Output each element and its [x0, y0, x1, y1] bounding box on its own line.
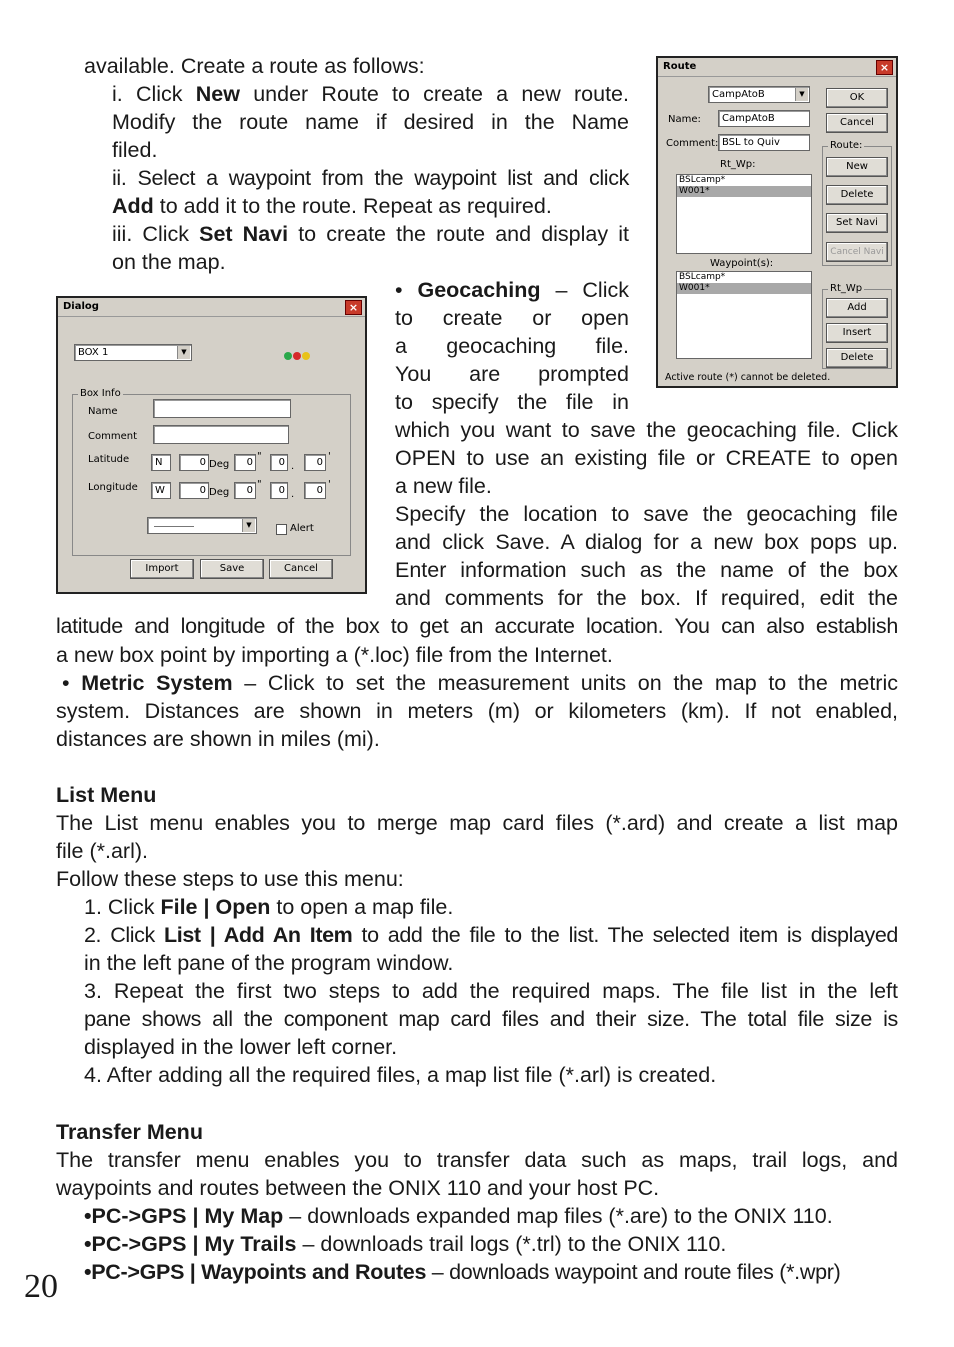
step2-line1: ii. Select a waypoint from the waypoint list and click: [112, 166, 629, 190]
geocaching-line6: which you want to save the geocaching file. Click: [395, 418, 898, 442]
latitude-min-mark: ": [257, 451, 262, 462]
waypoints-label: Waypoint(s):: [710, 258, 774, 269]
cancel-navi-button[interactable]: Cancel Navi: [826, 242, 888, 262]
route-comment-label: Comment:: [666, 138, 719, 149]
cancel-button[interactable]: Cancel: [269, 559, 333, 579]
transfer-bullet2: •PC->GPS | My Trails – downloads trail logs (*.trl) to the ONIX 110.: [84, 1232, 727, 1256]
transfer-line1: The transfer menu enables you to transfer data such as maps, trail logs, and: [56, 1148, 898, 1172]
list-item[interactable]: BSLcamp*: [679, 272, 726, 282]
route-combo-value: CampAtoB: [712, 89, 765, 100]
insert-button[interactable]: Insert: [826, 323, 888, 343]
new-button[interactable]: New: [826, 157, 888, 177]
chevron-down-icon[interactable]: ▼: [242, 519, 255, 532]
alert-label: Alert: [290, 523, 314, 534]
longitude-deg-unit: Deg: [209, 487, 230, 498]
list-item[interactable]: W001*: [677, 186, 811, 197]
yellow-dot: [302, 352, 310, 360]
close-icon[interactable]: ×: [876, 60, 893, 75]
route-dialog-title: Route: [658, 58, 896, 77]
geocaching-line13: latitude and longitude of the box to get an accurate location. You can also establish: [56, 614, 898, 638]
icon-combo[interactable]: [147, 517, 257, 534]
save-button[interactable]: Save: [200, 559, 264, 579]
page-number: 20: [24, 1268, 58, 1305]
longitude-seconds-b[interactable]: 0: [304, 482, 326, 499]
rt-wp-label: Rt_Wp:: [720, 159, 756, 170]
geocaching-line11: Enter information such as the name of the box: [395, 558, 898, 582]
latitude-seconds-a[interactable]: 0: [270, 454, 288, 471]
route-group-label: Route:: [830, 140, 863, 151]
chevron-down-icon[interactable]: ▼: [795, 88, 808, 101]
geocaching-line7: OPEN to use an existing file or CREATE to open: [395, 446, 898, 470]
list-line3: Follow these steps to use this menu:: [56, 867, 404, 891]
longitude-minutes[interactable]: 0: [234, 482, 256, 499]
geocaching-line10: and click Save. A dialog for a new box pops up.: [395, 530, 898, 554]
box-dialog-title: Dialog: [58, 298, 365, 317]
geocaching-line2: to create or open: [395, 306, 629, 330]
step3-line2: on the map.: [112, 250, 226, 274]
set-navi-button[interactable]: Set Navi: [826, 213, 888, 233]
list-item[interactable]: BSLcamp*: [679, 175, 726, 185]
geocaching-line4: You are prompted: [395, 362, 629, 386]
import-button[interactable]: Import: [130, 559, 194, 579]
alert-checkbox[interactable]: [276, 524, 287, 535]
box-name-label: Name: [88, 406, 118, 417]
green-dot: [284, 352, 292, 360]
transfer-bullet3: •PC->GPS | Waypoints and Routes – downloads waypoint and route files (*.wpr): [84, 1260, 841, 1284]
box-name-field[interactable]: [153, 399, 291, 418]
longitude-degrees[interactable]: 0: [179, 482, 209, 499]
metric-line1: • Metric System – Click to set the measurement units on the map to the metric: [62, 671, 898, 695]
geocaching-line5: to specify the file in: [395, 390, 629, 414]
ok-button[interactable]: OK: [826, 88, 888, 108]
longitude-label: Longitude: [88, 482, 138, 493]
delete-button[interactable]: Delete: [826, 185, 888, 205]
geocaching-line9: Specify the location to save the geocaching file: [395, 502, 898, 526]
list-step2-line2: in the left pane of the program window.: [84, 951, 454, 975]
step1-line1: i. Click New under Route to create a new route.: [112, 82, 629, 106]
box-dialog: [56, 296, 367, 594]
latitude-label: Latitude: [88, 454, 130, 465]
list-step4: 4. After adding all the required files, a map list file (*.arl) is created.: [84, 1063, 717, 1087]
route-name-field[interactable]: CampAtoB: [718, 110, 810, 127]
latitude-sep: .: [291, 461, 295, 472]
list-line1: The List menu enables you to merge map card files (*.ard) and create a list map: [56, 811, 898, 835]
step1-line3: filed.: [112, 138, 158, 162]
route-dialog: [656, 56, 898, 388]
rt-wp-list[interactable]: [676, 174, 812, 254]
latitude-degrees[interactable]: 0: [179, 454, 209, 471]
list-item[interactable]: W001*: [677, 283, 811, 294]
geocaching-line1: • Geocaching – Click: [395, 278, 629, 302]
longitude-sec-mark: ': [328, 479, 331, 490]
list-line2: file (*.arl).: [56, 839, 148, 863]
line-style-icon: [154, 526, 194, 527]
list-step3-line1: 3. Repeat the first two steps to add the required maps. The file list in the left: [84, 979, 898, 1003]
box-combo[interactable]: [74, 344, 192, 361]
geocaching-line3: a geocaching file.: [395, 334, 629, 358]
geocaching-line12: and comments for the box. If required, edit the: [395, 586, 898, 610]
step3-line1: iii. Click Set Navi to create the route and display it: [112, 222, 629, 246]
longitude-sep: .: [291, 489, 295, 500]
list-step3-line3: displayed in the lower left corner.: [84, 1035, 398, 1059]
add-button[interactable]: Add: [826, 298, 888, 318]
route-combo[interactable]: [708, 86, 810, 103]
box-comment-label: Comment: [88, 431, 137, 442]
list-menu-heading: List Menu: [56, 783, 157, 807]
transfer-menu-heading: Transfer Menu: [56, 1120, 203, 1144]
box-comment-field[interactable]: [153, 425, 289, 444]
route-comment-field[interactable]: BSL to Quiv: [718, 134, 810, 151]
cancel-button[interactable]: Cancel: [826, 113, 888, 133]
intro-line: available. Create a route as follows:: [84, 54, 425, 78]
metric-line3: distances are shown in miles (mi).: [56, 727, 380, 751]
chevron-down-icon[interactable]: ▼: [177, 346, 190, 359]
transfer-bullet1: •PC->GPS | My Map – downloads expanded map files (*.are) to the ONIX 110.: [84, 1204, 833, 1228]
route-name-label: Name:: [668, 114, 701, 125]
longitude-min-mark: ": [257, 479, 262, 490]
color-dots-icon: [284, 352, 311, 363]
longitude-direction[interactable]: W: [151, 482, 171, 499]
metric-line2: system. Distances are shown in meters (m) or kilometers (km). If not enabled,: [56, 699, 898, 723]
box-combo-value: BOX 1: [78, 347, 109, 358]
list-step1: 1. Click File | Open to open a map file.: [84, 895, 454, 919]
step2-line2: Add to add it to the route. Repeat as required.: [112, 194, 552, 218]
delete-waypoint-button[interactable]: Delete: [826, 348, 888, 368]
red-dot: [293, 352, 301, 360]
latitude-seconds-b[interactable]: 0: [304, 454, 326, 471]
rt-wp-group-label: Rt_Wp: [830, 283, 863, 294]
list-step2-line1: 2. Click List | Add An Item to add the file to the list. The selected item is displayed: [84, 923, 898, 947]
waypoint-list[interactable]: [676, 271, 812, 359]
geocaching-line8: a new file.: [395, 474, 492, 498]
transfer-line2: waypoints and routes between the ONIX 110 and your host PC.: [56, 1176, 660, 1200]
latitude-deg-unit: Deg: [209, 459, 230, 470]
box-info-label: Box Info: [80, 388, 121, 399]
latitude-minutes[interactable]: 0: [234, 454, 256, 471]
close-icon[interactable]: ×: [345, 300, 362, 315]
route-footer-note: Active route (*) cannot be deleted.: [665, 372, 831, 383]
longitude-seconds-a[interactable]: 0: [270, 482, 288, 499]
latitude-sec-mark: ': [328, 451, 331, 462]
list-step3-line2: pane shows all the component map card files and their size. The total file size is: [84, 1007, 898, 1031]
latitude-direction[interactable]: N: [151, 454, 171, 471]
geocaching-line14: a new box point by importing a (*.loc) file from the Internet.: [56, 643, 613, 667]
step1-line2: Modify the route name if desired in the Name: [112, 110, 629, 134]
